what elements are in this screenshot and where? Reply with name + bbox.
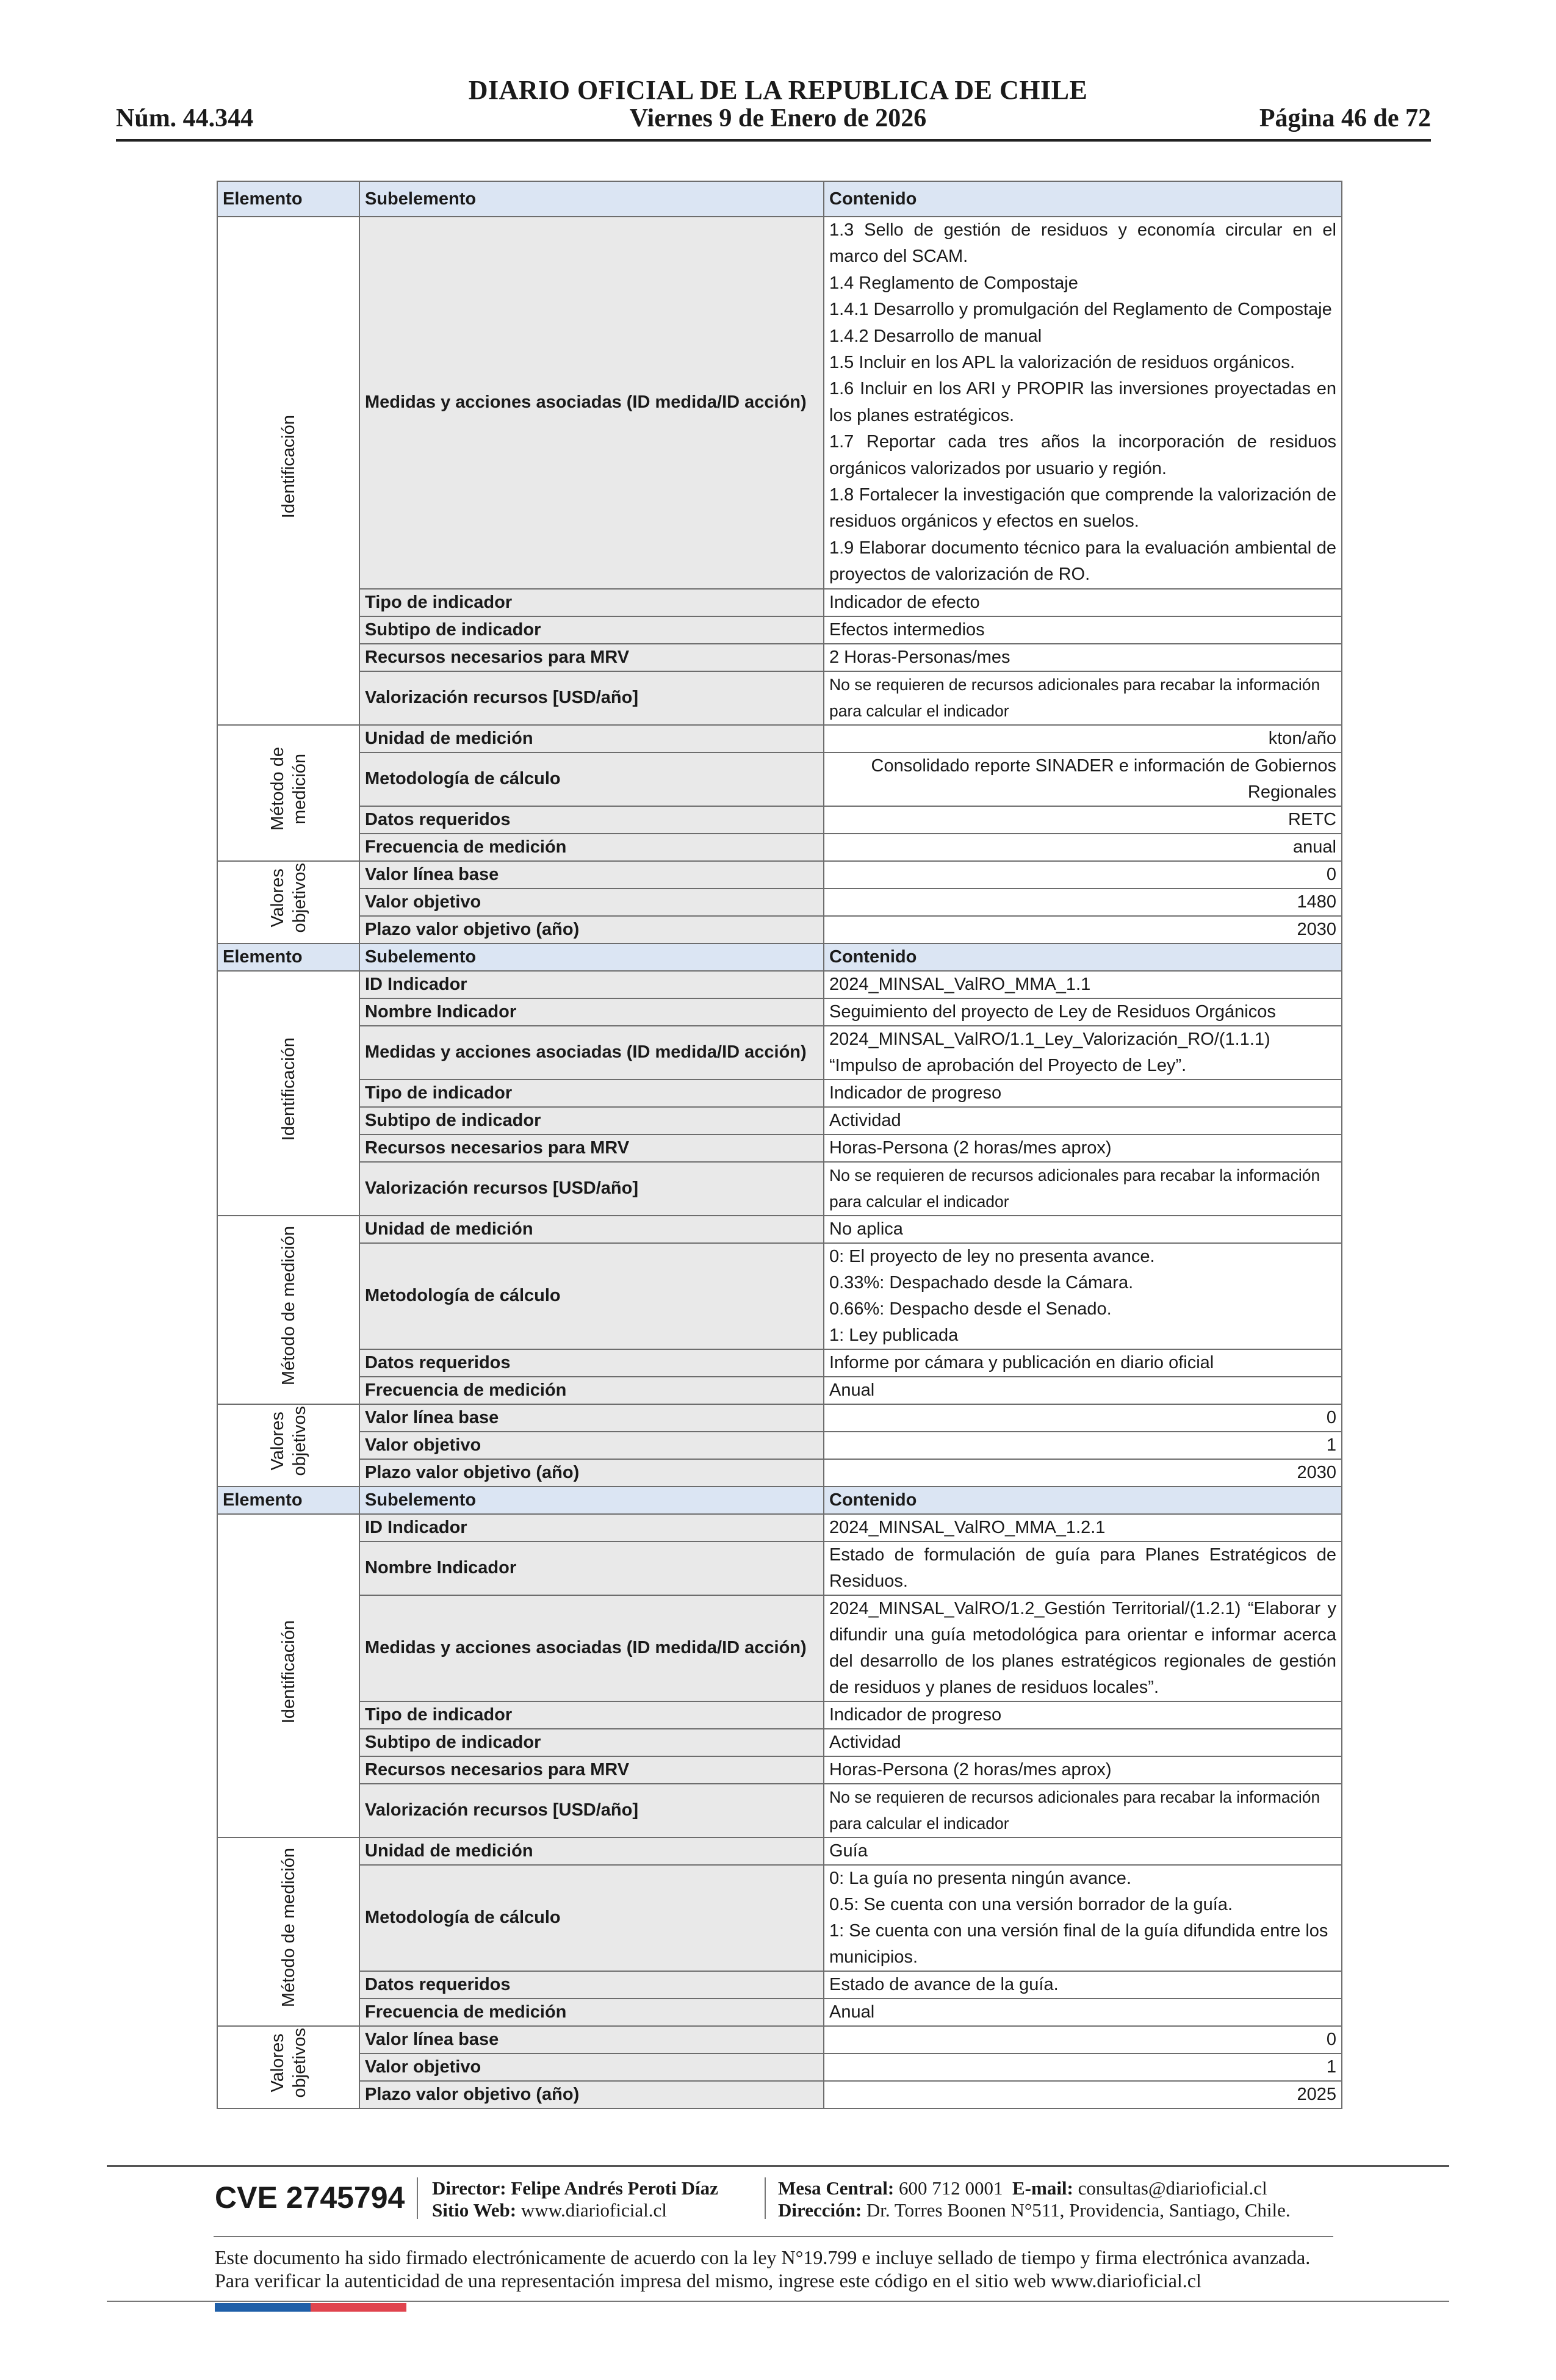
phone-number: 600 712 0001: [899, 2177, 1003, 2199]
subelement-cell: Valor línea base: [359, 2026, 824, 2054]
table-row: [217, 1595, 1342, 1701]
subelement-cell: Datos requeridos: [359, 806, 824, 834]
table-row: [217, 1026, 1342, 1080]
director-name: Felipe Andrés Peroti Díaz: [511, 2177, 718, 2199]
content-cell: 0: [824, 861, 1342, 889]
table-row: [217, 1377, 1342, 1404]
table-row: [217, 1729, 1342, 1756]
table-row: [217, 1701, 1342, 1729]
subelement-cell: Subtipo de indicador: [359, 616, 824, 644]
element-label-line: medición: [289, 753, 309, 824]
element-label: [267, 747, 311, 831]
director-line: [432, 2177, 718, 2199]
table-row: [217, 2054, 1342, 2081]
list-item: 1.8 Fortalecer la investigación que comprende la valorización de residuos orgánicos y efectos en suelos.: [829, 485, 1336, 532]
table-row: [217, 2081, 1342, 2108]
subelement-cell: Metodología de cálculo: [359, 752, 824, 806]
table-row: [217, 1216, 1342, 1243]
element-label-line: Valores: [267, 2033, 287, 2093]
content-cell: Guía: [824, 1837, 1342, 1865]
table-row: [217, 1349, 1342, 1377]
element-label-line: Valores: [267, 1412, 287, 1471]
content-cell: No se requieren de recursos adicionales para recabar la información para calcular el indicador: [824, 1784, 1342, 1837]
footer-director-block: [432, 2177, 718, 2221]
subelement-cell: Datos requeridos: [359, 1349, 824, 1377]
content-cell: Consolidado reporte SINADER e información de Gobiernos Regionales: [824, 752, 1342, 806]
list-item: 0.66%: Despacho desde el Senado.: [829, 1299, 1112, 1319]
subelement-cell: Subtipo de indicador: [359, 1729, 824, 1756]
col-header-subelemento: Subelemento: [359, 943, 824, 971]
table-header-row: [217, 1487, 1342, 1514]
subelement-cell: Valorización recursos [USD/año]: [359, 671, 824, 725]
list-item: 1.3 Sello de gestión de residuos y economía circular en el marco del SCAM.: [829, 220, 1336, 267]
content-cell: Indicador de progreso: [824, 1080, 1342, 1107]
list-item: 0.5: Se cuenta con una versión borrador de la guía.: [829, 1894, 1233, 1914]
element-label: Identificación: [278, 415, 298, 519]
content-cell: 2024_MINSAL_ValRO/1.1_Ley_Valorización_RO/(1.1.1) “Impulso de aprobación del Proyecto de Ley”.: [824, 1026, 1342, 1080]
table-row: [217, 806, 1342, 834]
address-text: Dr. Torres Boonen N°511, Providencia, Santiago, Chile.: [866, 2199, 1291, 2221]
content-cell: [824, 1243, 1342, 1349]
table-row: [217, 1404, 1342, 1432]
phone-label: Mesa Central:: [778, 2177, 895, 2199]
content-cell: Anual: [824, 1999, 1342, 2026]
element-label: Identificación: [278, 1620, 298, 1723]
table-row: [217, 1756, 1342, 1784]
col-header-elemento: Elemento: [217, 181, 359, 217]
col-header-contenido: Contenido: [824, 181, 1342, 217]
list-item: 0: La guía no presenta ningún avance.: [829, 1868, 1131, 1888]
subelement-cell: Valor objetivo: [359, 889, 824, 916]
table-row: [217, 1837, 1342, 1865]
content-cell: Informe por cámara y publicación en diario oficial: [824, 1349, 1342, 1377]
list-item: 1.5 Incluir en los APL la valorización de residuos orgánicos.: [829, 353, 1295, 373]
element-label: [267, 1406, 311, 1476]
subelement-cell: Tipo de indicador: [359, 1080, 824, 1107]
subelement-cell: Frecuencia de medición: [359, 834, 824, 861]
footer-separator: [417, 2177, 418, 2219]
content-cell: Horas-Persona (2 horas/mes aprox): [824, 1756, 1342, 1784]
table-row: [217, 1162, 1342, 1216]
element-cell: [217, 971, 359, 1216]
subelement-cell: Metodología de cálculo: [359, 1865, 824, 1971]
list-item: 1.9 Elaborar documento técnico para la evaluación ambiental de proyectos de valorización de RO.: [829, 538, 1336, 585]
subelement-cell: Tipo de indicador: [359, 589, 824, 616]
content-cell: 0: [824, 1404, 1342, 1432]
content-cell: Efectos intermedios: [824, 616, 1342, 644]
content-cell: Horas-Persona (2 horas/mes aprox): [824, 1134, 1342, 1162]
table-header-row: [217, 943, 1342, 971]
table-row: [217, 1514, 1342, 1542]
table-row: [217, 1459, 1342, 1487]
list-item: 1.4.2 Desarrollo de manual: [829, 326, 1042, 346]
content-cell: Indicador de progreso: [824, 1701, 1342, 1729]
content-cell: Anual: [824, 1377, 1342, 1404]
content-cell: 1: [824, 2054, 1342, 2081]
content-cell: 1480: [824, 889, 1342, 916]
table-row: [217, 671, 1342, 725]
list-item: 1: Se cuenta con una versión final de la guía difundida entre los municipios.: [829, 1920, 1328, 1967]
table-row: [217, 752, 1342, 806]
element-label: [267, 863, 311, 932]
table-row: [217, 1542, 1342, 1595]
table-row: [217, 589, 1342, 616]
list-item: 1: Ley publicada: [829, 1325, 959, 1345]
list-item: 0.33%: Despachado desde la Cámara.: [829, 1272, 1134, 1293]
element-cell: [217, 217, 359, 725]
col-header-contenido: Contenido: [824, 943, 1342, 971]
issue-number: Núm. 44.344: [116, 104, 254, 132]
subelement-cell: ID Indicador: [359, 1514, 824, 1542]
subelement-cell: Valor objetivo: [359, 1432, 824, 1459]
element-cell: [217, 1514, 359, 1837]
brand-bar-red: [311, 2303, 406, 2312]
subelement-cell: Plazo valor objetivo (año): [359, 916, 824, 943]
element-cell: [217, 1404, 359, 1487]
content-cell: 2 Horas-Personas/mes: [824, 644, 1342, 671]
col-header-subelemento: Subelemento: [359, 181, 824, 217]
website-line: [432, 2199, 718, 2221]
element-label-line: objetivos: [289, 2028, 309, 2098]
table-row: [217, 971, 1342, 998]
element-label-line: Método de: [267, 747, 287, 831]
element-cell: [217, 1837, 359, 2026]
email-link[interactable]: consultas@diarioficial.cl: [1078, 2177, 1267, 2199]
subelement-cell: Nombre Indicador: [359, 998, 824, 1026]
subelement-cell: Frecuencia de medición: [359, 1377, 824, 1404]
footer-contact-block: [778, 2177, 1291, 2221]
table-row: [217, 889, 1342, 916]
table-row: [217, 1134, 1342, 1162]
list-item: 1.7 Reportar cada tres años la incorporación de residuos orgánicos valorizados por usuario y región.: [829, 432, 1336, 478]
legal-notice: Este documento ha sido firmado electrónicamente de acuerdo con la ley N°19.799 e incluye sellado de tiempo y firma electrónica avanzada. Para verificar la autenticidad de una representación impresa del mismo, ingrese este código en el sitio web www.diarioficial.cl: [215, 2246, 1311, 2292]
content-cell: Seguimiento del proyecto de Ley de Residuos Orgánicos: [824, 998, 1342, 1026]
col-header-contenido: Contenido: [824, 1487, 1342, 1514]
content-cell: No se requieren de recursos adicionales para recabar la información para calcular el indicador: [824, 671, 1342, 725]
col-header-elemento: Elemento: [217, 1487, 359, 1514]
header-divider: [116, 139, 1431, 142]
list-item: 1.4 Reglamento de Compostaje: [829, 273, 1078, 293]
subelement-cell: Valor objetivo: [359, 2054, 824, 2081]
subelement-cell: Unidad de medición: [359, 1837, 824, 1865]
content-cell: kton/año: [824, 725, 1342, 752]
table-row: [217, 725, 1342, 752]
subelement-cell: Frecuencia de medición: [359, 1999, 824, 2026]
footer-separator: [765, 2177, 766, 2219]
element-label-line: Valores: [267, 868, 287, 928]
table-row: [217, 2026, 1342, 2054]
content-cell: [824, 1865, 1342, 1971]
contact-line: [778, 2177, 1291, 2199]
director-label: Director:: [432, 2177, 506, 2199]
subelement-cell: Recursos necesarios para MRV: [359, 644, 824, 671]
list-item: 1.4.1 Desarrollo y promulgación del Reglamento de Compostaje: [829, 300, 1332, 320]
element-label: [267, 2028, 311, 2097]
table-row: [217, 644, 1342, 671]
cve-code: CVE 2745794: [215, 2180, 405, 2215]
element-cell: [217, 861, 359, 943]
col-header-subelemento: Subelemento: [359, 1487, 824, 1514]
table-row: [217, 998, 1342, 1026]
table-row: [217, 861, 1342, 889]
content-cell: 0: [824, 2026, 1342, 2054]
element-label: Método de medición: [278, 1848, 298, 2008]
footer-divider: [107, 2165, 1449, 2167]
element-cell: [217, 1216, 359, 1404]
element-cell: [217, 2026, 359, 2108]
subelement-cell: ID Indicador: [359, 971, 824, 998]
subelement-cell: Medidas y acciones asociadas (ID medida/ID acción): [359, 217, 824, 589]
content-cell: RETC: [824, 806, 1342, 834]
content-cell: 2024_MINSAL_ValRO_MMA_1.2.1: [824, 1514, 1342, 1542]
subelement-cell: Valorización recursos [USD/año]: [359, 1784, 824, 1837]
content-cell: No aplica: [824, 1216, 1342, 1243]
element-cell: [217, 725, 359, 861]
table-row: [217, 1432, 1342, 1459]
subelement-cell: Unidad de medición: [359, 725, 824, 752]
element-label-line: objetivos: [289, 863, 309, 933]
address-label: Dirección:: [778, 2199, 862, 2221]
subelement-cell: Nombre Indicador: [359, 1542, 824, 1595]
subelement-cell: Plazo valor objetivo (año): [359, 1459, 824, 1487]
table-row: [217, 616, 1342, 644]
subelement-cell: Subtipo de indicador: [359, 1107, 824, 1134]
content-cell: No se requieren de recursos adicionales para recabar la información para calcular el indicador: [824, 1162, 1342, 1216]
subelement-cell: Metodología de cálculo: [359, 1243, 824, 1349]
table-row: [217, 1080, 1342, 1107]
content-cell: Actividad: [824, 1107, 1342, 1134]
content-cell: Indicador de efecto: [824, 589, 1342, 616]
table-row: [217, 1784, 1342, 1837]
content-cell: 2025: [824, 2081, 1342, 2108]
subelement-cell: Valor línea base: [359, 1404, 824, 1432]
list-item: 1.6 Incluir en los ARI y PROPIR las inversiones proyectadas en los planes estratégicos.: [829, 379, 1336, 425]
subelement-cell: Tipo de indicador: [359, 1701, 824, 1729]
subelement-cell: Medidas y acciones asociadas (ID medida/ID acción): [359, 1595, 824, 1701]
subelement-cell: Recursos necesarios para MRV: [359, 1756, 824, 1784]
newspaper-title: DIARIO OFICIAL DE LA REPUBLICA DE CHILE: [468, 75, 1088, 105]
element-label-line: objetivos: [289, 1406, 309, 1476]
content-cell: 2030: [824, 916, 1342, 943]
table-row: [217, 1865, 1342, 1971]
content-cell: Estado de formulación de guía para Planes Estratégicos de Residuos.: [824, 1542, 1342, 1595]
address-line: [778, 2199, 1291, 2221]
subelement-cell: Unidad de medición: [359, 1216, 824, 1243]
content-cell: [824, 217, 1342, 589]
subelement-cell: Recursos necesarios para MRV: [359, 1134, 824, 1162]
table-row: [217, 916, 1342, 943]
footer-divider: [107, 2301, 1449, 2302]
list-item: 0: El proyecto de ley no presenta avance.: [829, 1246, 1155, 1266]
element-label: Identificación: [278, 1037, 298, 1141]
content-cell: 1: [824, 1432, 1342, 1459]
content-cell: Actividad: [824, 1729, 1342, 1756]
indicator-table: [217, 181, 1342, 2109]
col-header-elemento: Elemento: [217, 943, 359, 971]
content-cell: 2024_MINSAL_ValRO_MMA_1.1: [824, 971, 1342, 998]
content-cell: 2024_MINSAL_ValRO/1.2_Gestión Territorial/(1.2.1) “Elaborar y difundir una guía metodológica para orientar e informar acerca del desarrollo de los planes estratégicos regionales de gestión de residuos y planes de residuos locales”.: [824, 1595, 1342, 1701]
table-row: [217, 217, 1342, 589]
subelement-cell: Valor línea base: [359, 861, 824, 889]
subelement-cell: Valorización recursos [USD/año]: [359, 1162, 824, 1216]
table-row: [217, 834, 1342, 861]
table-row: [217, 1107, 1342, 1134]
content-cell: 2030: [824, 1459, 1342, 1487]
issue-date: Viernes 9 de Enero de 2026: [629, 104, 927, 132]
brand-bar-blue: [215, 2303, 311, 2312]
table-row: [217, 1243, 1342, 1349]
subelement-cell: Plazo valor objetivo (año): [359, 2081, 824, 2108]
page-indicator: Página 46 de 72: [1259, 104, 1431, 132]
website-link[interactable]: www.diarioficial.cl: [520, 2199, 667, 2221]
content-cell: anual: [824, 834, 1342, 861]
website-label: Sitio Web:: [432, 2199, 517, 2221]
email-label: E-mail:: [1012, 2177, 1073, 2199]
element-label: Método de medición: [278, 1226, 298, 1386]
subelement-cell: Datos requeridos: [359, 1971, 824, 1999]
table-row: [217, 1999, 1342, 2026]
subelement-cell: Medidas y acciones asociadas (ID medida/ID acción): [359, 1026, 824, 1080]
table-header-row: [217, 181, 1342, 217]
footer-divider: [214, 2236, 1333, 2237]
content-cell: Estado de avance de la guía.: [824, 1971, 1342, 1999]
table-row: [217, 1971, 1342, 1999]
